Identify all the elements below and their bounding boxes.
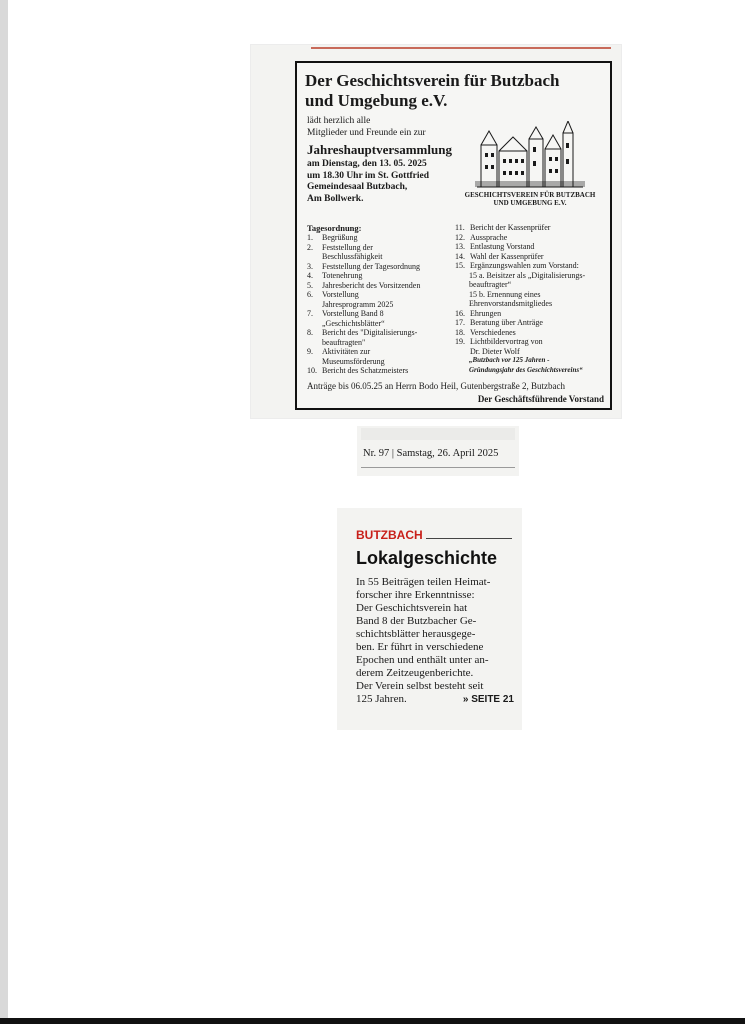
article-clipping [337,508,522,730]
agenda-item-number: 3. [307,261,313,271]
town-buildings-icon [475,121,585,189]
agenda-item-number: 11. [455,223,465,232]
society-logo [455,121,605,213]
agenda-item-number: 8. [307,328,313,337]
article-body-line: schichtsblätter herausgege- [356,628,476,640]
agenda-item [307,366,457,376]
signature: Der Geschäftsführende Vorstand [477,394,604,404]
logo-caption [455,191,605,207]
agenda-item [455,356,615,375]
agenda-item-number: 2. [307,242,313,252]
agenda-item-number: 13. [455,242,465,251]
agenda-item-text: Aktivitäten zur Museumsförderung [322,347,385,366]
article-body-line: ben. Er führt in verschiedene [356,641,484,653]
announcement-title [305,71,605,111]
article-body-line: Der Geschichtsverein hat [356,602,468,614]
agenda-item [307,271,457,281]
agenda-item-text: Totenehrung [322,271,363,280]
article-body-line: Band 8 der Butzbacher Ge- [356,615,477,627]
agenda-item-text: Ehrungen [470,308,502,318]
agenda-item-text: Feststellung der Beschlussfähigkeit [322,242,383,261]
article-body [356,576,516,706]
agenda-item [455,252,615,262]
agenda-item-number: 12. [455,232,465,242]
when-line-1: am Dienstag, den 13. 05. 2025 [307,159,427,169]
issue-date-clipping [357,426,519,476]
when-line-4: Am Bollwerk. [307,193,364,204]
kicker-rule [426,538,512,539]
article-body-line: forscher ihre Erkenntnisse: [356,589,475,601]
logo-caption-line-2: UND UMGEBUNG E.V. [493,199,567,207]
faded-header-remnant [361,428,515,440]
agenda-item-text: Lichtbildervortrag von Dr. Dieter Wolf [470,337,543,356]
date-rule [361,467,515,468]
agenda-heading: Tagesordnung: [307,223,362,233]
agenda-item-number: 14. [455,251,465,261]
agenda-item [455,328,615,338]
agenda-item [455,233,615,243]
agenda-item [455,290,615,309]
agenda-item-text: Ergänzungswahlen zum Vorstand: [470,261,579,270]
issue-date: Nr. 97 | Samstag, 26. April 2025 [363,448,499,459]
agenda-item [307,233,457,243]
title-line-2: und Umgebung e.V. [305,91,448,110]
when-line-3: Gemeindesaal Butzbach, [307,182,408,192]
agenda-item-number: 15. [455,261,465,270]
agenda-item-text: Jahresbericht des Vorsitzenden [322,280,421,290]
agenda-item-text: Bericht des "Digitalisierungs- beauftragten" [322,328,418,347]
agenda-item-text: Wahl der Kassenprüfer [470,251,544,261]
agenda-item-number: 10. [307,366,317,375]
agenda-item [455,261,615,271]
agenda-item-number: 6. [307,290,313,299]
clipping-top-rule [311,47,611,49]
when-line-2: um 18.30 Uhr im St. Gottfried [307,170,429,181]
logo-caption-line-1: GESCHICHTSVEREIN FÜR BUTZBACH [464,191,596,199]
agenda-item-text: Beratung über Anträge [470,318,543,327]
agenda-item-number: 1. [307,233,313,242]
article-headline: Lokalgeschichte [356,548,498,568]
announcement-clipping [251,45,621,418]
article-body-line: derem Zeitzeugenberichte. [356,667,474,679]
agenda-item-text: Bericht des Schatzmeisters [322,366,409,375]
article-kicker: BUTZBACH [356,528,423,542]
agenda-item-number: 4. [307,271,313,280]
agenda-item [455,337,615,356]
agenda-list-left [307,233,457,376]
agenda-item-number: 17. [455,318,465,327]
agenda-item [455,242,615,252]
agenda-item-text: 15 b. Ernennung eines Ehrenvorstandsmitgliedes [469,289,553,308]
agenda-item-number: 18. [455,327,465,337]
agenda-item [455,271,615,290]
agenda-item [307,347,457,366]
title-line-1: Der Geschichtsverein für Butzbach [305,71,560,90]
agenda-item-text: Bericht der Kassenprüfer [470,223,551,232]
agenda-item-number: 5. [307,280,313,290]
agenda-item [455,223,615,233]
announcement-box [295,61,612,410]
agenda-item [307,262,457,272]
agenda-item [307,243,457,262]
agenda-item-text: Feststellung der Tagesordnung [322,261,420,271]
article-body-line: Epochen und enthält unter an- [356,654,489,666]
agenda-item-text: Vorstellung Jahresprogramm 2025 [322,290,394,309]
invite-line-2: Mitglieder und Freunde ein zur [307,128,426,138]
agenda-item-number: 19. [455,337,465,346]
agenda-item-text: Vorstellung Band 8 „Geschichtsblätter“ [322,309,385,328]
agenda-item [455,318,615,328]
article-body-line: Der Verein selbst besteht seit [356,680,484,692]
agenda-item [307,290,457,309]
agenda-item [307,281,457,291]
agenda-item-text: Aussprache [470,232,508,242]
agenda-item-text: „Butzbach vor 125 Jahren - Gründungsjahr des Geschichtsvereins“ [469,356,583,374]
agenda-item-text: Verschiedenes [470,327,516,337]
scan-edge [0,0,8,1024]
agenda-item-text: Begrüßung [322,233,358,242]
agenda-list-right [455,223,615,375]
agenda-item [455,309,615,319]
agenda-item-number: 9. [307,347,313,356]
agenda-item-number: 16. [455,308,465,318]
invite-line-1: lädt herzlich alle [307,116,371,126]
meeting-title: Jahreshauptversammlung [307,142,452,157]
agenda-item [307,309,457,328]
article-body-line: 125 Jahren. [356,693,407,705]
agenda-item-number: 7. [307,309,313,318]
article-body-line: In 55 Beiträgen teilen Heimat- [356,576,491,588]
agenda-item-text: Entlastung Vorstand [470,242,535,251]
scan-bottom-edge [0,1018,745,1024]
agenda-item-text: 15 a. Beisitzer als „Digitalisierungs- beauftragter“ [469,270,586,289]
page-reference: » SEITE 21 [462,694,514,705]
deadline-note: Anträge bis 06.05.25 an Herrn Bodo Heil, Gutenbergstraße 2, Butzbach [307,381,566,391]
agenda-item [307,328,457,347]
